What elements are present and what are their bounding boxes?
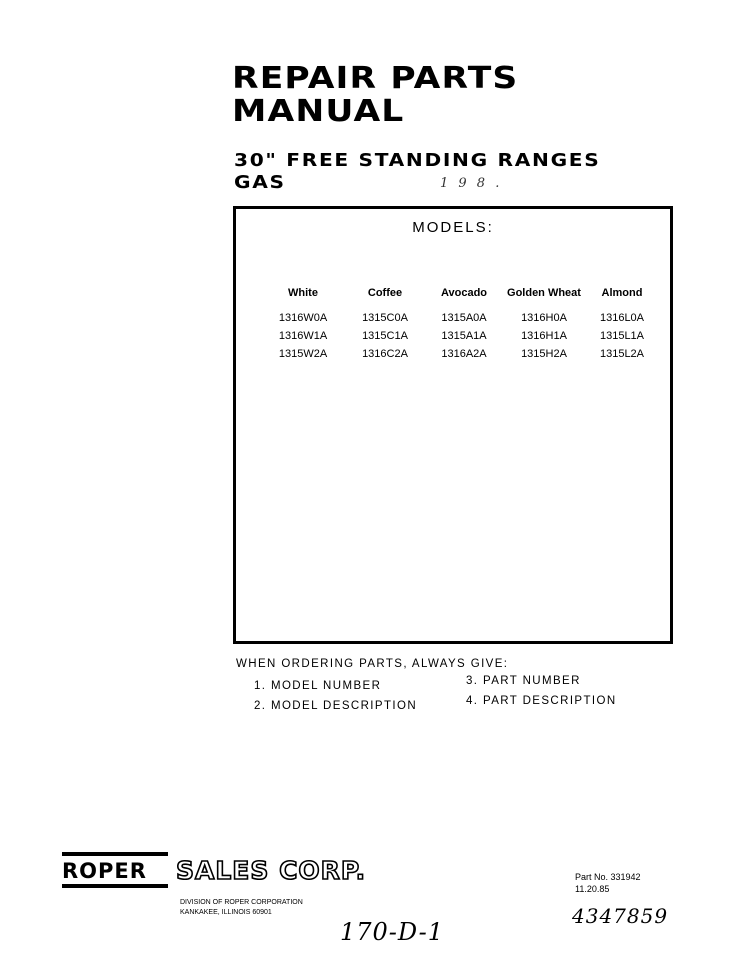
column-header: Avocado	[440, 287, 488, 299]
subtitle-line-2: GAS	[234, 172, 286, 193]
model-number: 1315C1A	[362, 330, 408, 342]
ordering-item-2: 2. MODEL DESCRIPTION	[254, 700, 418, 712]
subtitle-line-1: 30" FREE STANDING RANGES	[234, 150, 601, 171]
model-number: 1315L1A	[599, 330, 645, 342]
ordering-intro: WHEN ORDERING PARTS, ALWAYS GIVE:	[236, 658, 509, 670]
logo-bar-top	[62, 852, 168, 856]
column-header: Almond	[601, 287, 643, 299]
model-number: 1316W0A	[278, 312, 328, 324]
roper-logo: ROPER	[62, 859, 147, 883]
title-line-2: MANUAL	[232, 94, 405, 129]
manual-title	[232, 62, 518, 128]
handwritten-code: 170-D-1	[340, 918, 444, 946]
manual-subtitle	[234, 150, 600, 194]
division-line-1: DIVISION OF ROPER CORPORATION	[180, 899, 303, 906]
part-number: Part No. 331942	[575, 872, 641, 882]
model-number: 1316L0A	[599, 312, 645, 324]
column-header: Golden Wheat	[507, 287, 581, 299]
title-line-1: REPAIR PARTS	[232, 61, 519, 96]
ordering-item-4: 4. PART DESCRIPTION	[466, 695, 617, 707]
logo-bar-bottom	[62, 884, 168, 888]
model-number: 1315C0A	[362, 312, 408, 324]
handwritten-year: 1 9 8 .	[440, 176, 503, 191]
models-box	[233, 206, 673, 644]
sales-corp-logo: SALES CORP.	[176, 856, 367, 885]
model-number: 1315A0A	[441, 312, 487, 324]
part-number-block	[575, 871, 641, 895]
division-address	[180, 898, 303, 918]
model-number: 1315W2A	[278, 348, 328, 360]
column-header: White	[288, 287, 318, 299]
model-number: 1316C2A	[362, 348, 408, 360]
model-column-coffee	[340, 287, 430, 363]
model-column-white	[258, 287, 348, 363]
model-column-avocado	[419, 287, 509, 363]
model-number: 1315A1A	[441, 330, 487, 342]
issue-date: 11.20.85	[575, 884, 610, 894]
ordering-item-3: 3. PART NUMBER	[466, 675, 581, 687]
ordering-item-1: 1. MODEL NUMBER	[254, 680, 382, 692]
model-column-almond	[577, 287, 667, 363]
column-header: Coffee	[367, 287, 403, 299]
model-number: 1315H2A	[521, 348, 567, 360]
division-line-2: KANKAKEE, ILLINOIS 60901	[180, 909, 272, 916]
model-number: 1316W1A	[278, 330, 328, 342]
model-number: 1315L2A	[599, 348, 645, 360]
model-number: 1316A2A	[441, 348, 487, 360]
model-column-golden-wheat	[499, 287, 589, 363]
handwritten-number: 4347859	[572, 904, 669, 928]
model-number: 1316H1A	[521, 330, 567, 342]
model-number: 1316H0A	[521, 312, 567, 324]
models-heading: MODELS:	[412, 219, 494, 236]
